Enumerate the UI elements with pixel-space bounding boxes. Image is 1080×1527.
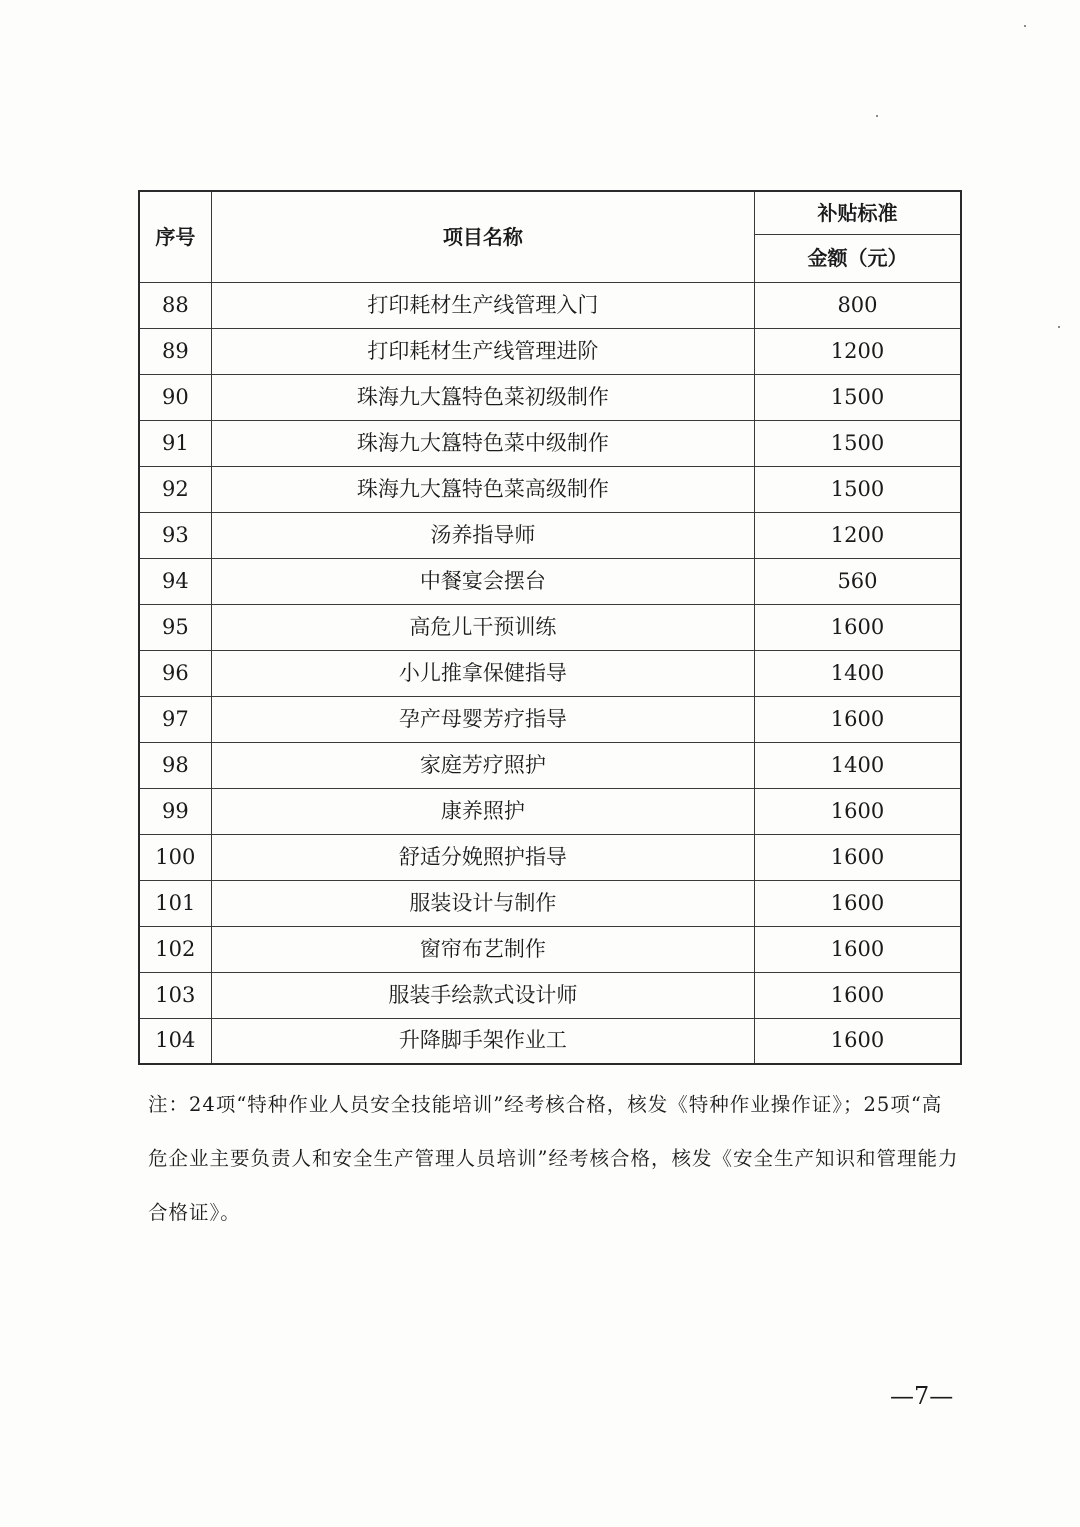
- cell-serial-no: 90: [139, 374, 211, 420]
- cell-amount: 1400: [754, 650, 961, 696]
- cell-amount: 1600: [754, 972, 961, 1018]
- table-row: [139, 1018, 961, 1064]
- subsidy-table: [138, 190, 962, 1065]
- table-header: [139, 191, 961, 282]
- cell-serial-no: 104: [139, 1018, 211, 1064]
- table-row: [139, 880, 961, 926]
- cell-project-name: 打印耗材生产线管理进阶: [211, 328, 754, 374]
- table-row: [139, 834, 961, 880]
- table-row: [139, 788, 961, 834]
- cell-serial-no: 96: [139, 650, 211, 696]
- table-row: [139, 282, 961, 328]
- cell-amount: 1500: [754, 374, 961, 420]
- cell-amount: 1200: [754, 328, 961, 374]
- cell-amount: 1600: [754, 880, 961, 926]
- header-subsidy-standard: 补贴标准: [754, 191, 961, 234]
- cell-serial-no: 92: [139, 466, 211, 512]
- cell-project-name: 珠海九大簋特色菜高级制作: [211, 466, 754, 512]
- table-row: [139, 558, 961, 604]
- cell-serial-no: 100: [139, 834, 211, 880]
- cell-serial-no: 101: [139, 880, 211, 926]
- cell-project-name: 家庭芳疗照护: [211, 742, 754, 788]
- cell-project-name: 珠海九大簋特色菜中级制作: [211, 420, 754, 466]
- table-row: [139, 742, 961, 788]
- cell-serial-no: 89: [139, 328, 211, 374]
- cell-project-name: 小儿推拿保健指导: [211, 650, 754, 696]
- cell-project-name: 升降脚手架作业工: [211, 1018, 754, 1064]
- cell-amount: 1200: [754, 512, 961, 558]
- cell-project-name: 打印耗材生产线管理入门: [211, 282, 754, 328]
- table-body: [139, 282, 961, 1064]
- table-row: [139, 466, 961, 512]
- cell-project-name: 舒适分娩照护指导: [211, 834, 754, 880]
- table-row: [139, 374, 961, 420]
- cell-amount: 560: [754, 558, 961, 604]
- cell-project-name: 高危儿干预训练: [211, 604, 754, 650]
- cell-serial-no: 103: [139, 972, 211, 1018]
- cell-amount: 1600: [754, 604, 961, 650]
- cell-amount: 800: [754, 282, 961, 328]
- cell-serial-no: 93: [139, 512, 211, 558]
- scan-speck: [1024, 25, 1026, 27]
- table-row: [139, 420, 961, 466]
- cell-amount: 1400: [754, 742, 961, 788]
- table-row: [139, 650, 961, 696]
- cell-project-name: 康养照护: [211, 788, 754, 834]
- cell-serial-no: 97: [139, 696, 211, 742]
- cell-project-name: 汤养指导师: [211, 512, 754, 558]
- cell-project-name: 窗帘布艺制作: [211, 926, 754, 972]
- footnote: 注：24项“特种作业人员安全技能培训”经考核合格，核发《特种作业操作证》；25项“高危企业主要负责人和安全生产管理人员培训”经考核合格，核发《安全生产知识和管理能力合格证》。: [148, 1093, 959, 1224]
- table-row: [139, 972, 961, 1018]
- cell-amount: 1600: [754, 1018, 961, 1064]
- scan-speck: [1058, 326, 1060, 328]
- cell-serial-no: 102: [139, 926, 211, 972]
- cell-amount: 1500: [754, 420, 961, 466]
- table-row: [139, 328, 961, 374]
- table-row: [139, 696, 961, 742]
- cell-amount: 1600: [754, 696, 961, 742]
- table-row: [139, 512, 961, 558]
- cell-serial-no: 95: [139, 604, 211, 650]
- cell-serial-no: 94: [139, 558, 211, 604]
- table-row: [139, 926, 961, 972]
- scan-speck: [876, 115, 878, 117]
- table-row: [139, 604, 961, 650]
- header-project-name: 项目名称: [211, 191, 754, 282]
- header-amount: 金额（元）: [754, 234, 961, 282]
- cell-serial-no: 88: [139, 282, 211, 328]
- header-serial-no: 序号: [139, 191, 211, 282]
- cell-project-name: 珠海九大簋特色菜初级制作: [211, 374, 754, 420]
- cell-amount: 1500: [754, 466, 961, 512]
- cell-serial-no: 99: [139, 788, 211, 834]
- page-number: —7—: [890, 1382, 954, 1410]
- cell-amount: 1600: [754, 926, 961, 972]
- cell-amount: 1600: [754, 788, 961, 834]
- cell-serial-no: 98: [139, 742, 211, 788]
- cell-amount: 1600: [754, 834, 961, 880]
- cell-project-name: 孕产母婴芳疗指导: [211, 696, 754, 742]
- cell-project-name: 服装设计与制作: [211, 880, 754, 926]
- cell-project-name: 服装手绘款式设计师: [211, 972, 754, 1018]
- cell-project-name: 中餐宴会摆台: [211, 558, 754, 604]
- cell-serial-no: 91: [139, 420, 211, 466]
